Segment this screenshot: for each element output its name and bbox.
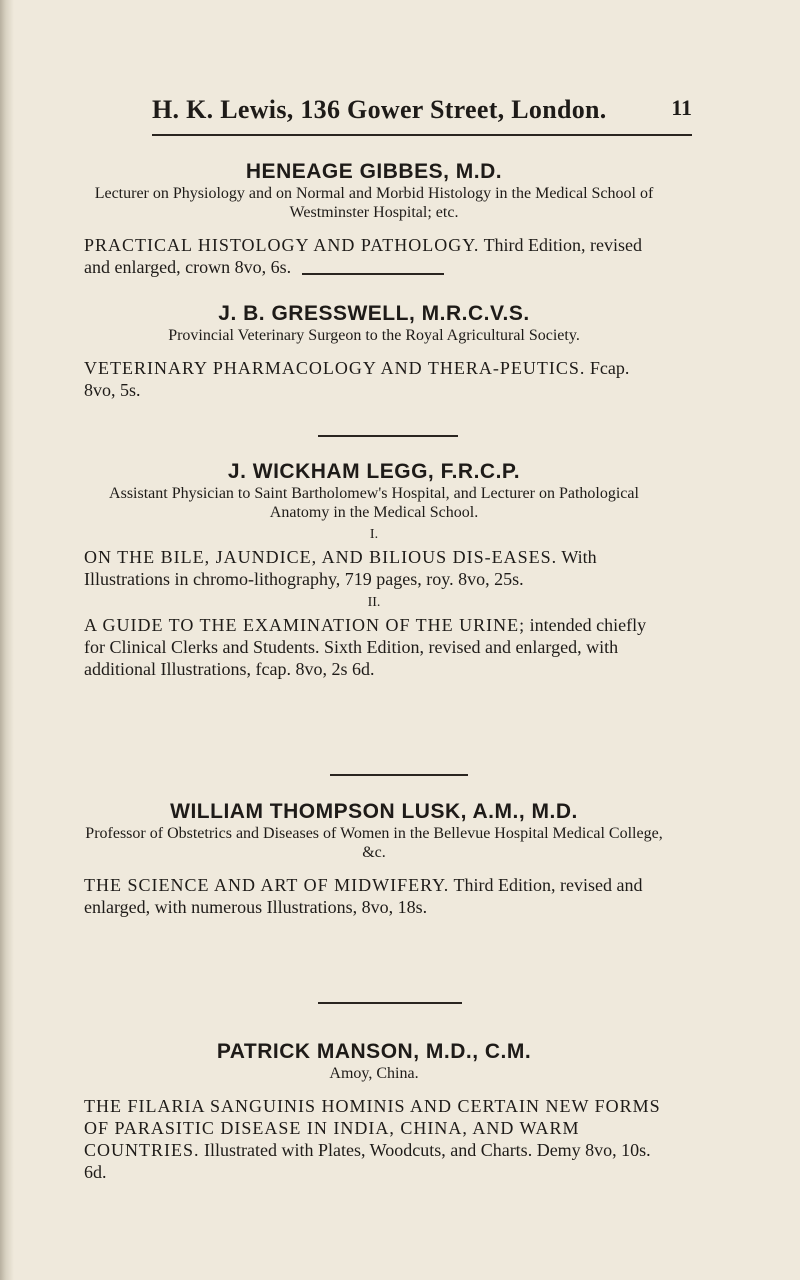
running-header [152,95,692,135]
book-title: THE FILARIA SANGUINIS HOMINIS AND CERTAIN NEW FORMS OF PARASITIC DISEASE IN INDIA, CHINA, AND WARM COUNTRIES. [84,1096,661,1160]
author-name: WILLIAM THOMPSON LUSK, A.M., M.D. [170,800,578,823]
author-name: J. B. GRESSWELL, M.R.C.V.S. [218,302,530,325]
author-name: HENEAGE GIBBES, M.D. [245,160,503,183]
volume-numeral: II. [367,595,381,610]
book-listing [84,874,664,918]
author-name: J. WICKHAM LEGG, F.R.C.P. [227,460,521,483]
section-divider [318,435,458,437]
catalogue-entry-lusk [84,800,664,918]
book-details: intended chiefly for Clinical Clerks and Students. Sixth Edition, revised and enlarged, with additional Illustrations, fcap. 8vo, 2s 6d. [84,615,647,679]
book-details: Fcap. 8vo, 5s. [84,358,630,400]
book-listing [84,614,664,680]
book-title: ON THE BILE, JAUNDICE, AND BILIOUS DIS-EASES. [84,547,558,567]
section-divider [302,273,444,275]
author-credential: Amoy, China. [329,1065,419,1082]
book-title: THE SCIENCE AND ART OF MIDWIFERY. [84,875,450,895]
book-listing [84,357,664,401]
book-listing [84,234,664,278]
book-listing [84,546,664,590]
book-details: Illustrated with Plates, Woodcuts, and Charts. Demy 8vo, 10s. 6d. [84,1140,651,1182]
catalogue-entry-gibbes [84,160,664,278]
header-rule [152,134,692,136]
volume-numeral: I. [369,527,379,542]
book-details: Third Edition, revised and enlarged, with numerous Illustrations, 8vo, 18s. [84,875,643,917]
book-details: With Illustrations in chromo-lithography, 719 pages, roy. 8vo, 25s. [84,547,597,589]
author-name: PATRICK MANSON, M.D., C.M. [216,1040,532,1063]
catalogue-entry-legg [84,460,664,680]
catalogue-entry-gresswell [84,302,664,401]
page-number: 11 [671,95,692,120]
book-listing [84,1095,664,1183]
publisher-address: H. K. Lewis, 136 Gower Street, London. [152,95,607,124]
section-divider [318,1002,462,1004]
page-binding-edge [0,0,14,1280]
section-divider [330,774,468,776]
book-title: VETERINARY PHARMACOLOGY AND THERA-PEUTICS. [84,358,586,378]
book-title: PRACTICAL HISTOLOGY AND PATHOLOGY. [84,235,480,255]
book-details: Third Edition, revised and enlarged, crown 8vo, 6s. [84,235,643,277]
author-credential: Lecturer on Physiology and on Normal and Morbid Histology in the Medical School of Westminster Hospital; etc. [94,185,654,221]
catalogue-entry-manson [84,1040,664,1183]
author-credential: Provincial Veterinary Surgeon to the Royal Agricultural Society. [168,327,580,344]
author-credential: Assistant Physician to Saint Bartholomew's Hospital, and Lecturer on Pathological Anatomy in the Medical School. [109,485,639,521]
book-title: A GUIDE TO THE EXAMINATION OF THE URINE; [84,615,526,635]
author-credential: Professor of Obstetrics and Diseases of Women in the Bellevue Hospital Medical College, &c. [85,825,663,861]
